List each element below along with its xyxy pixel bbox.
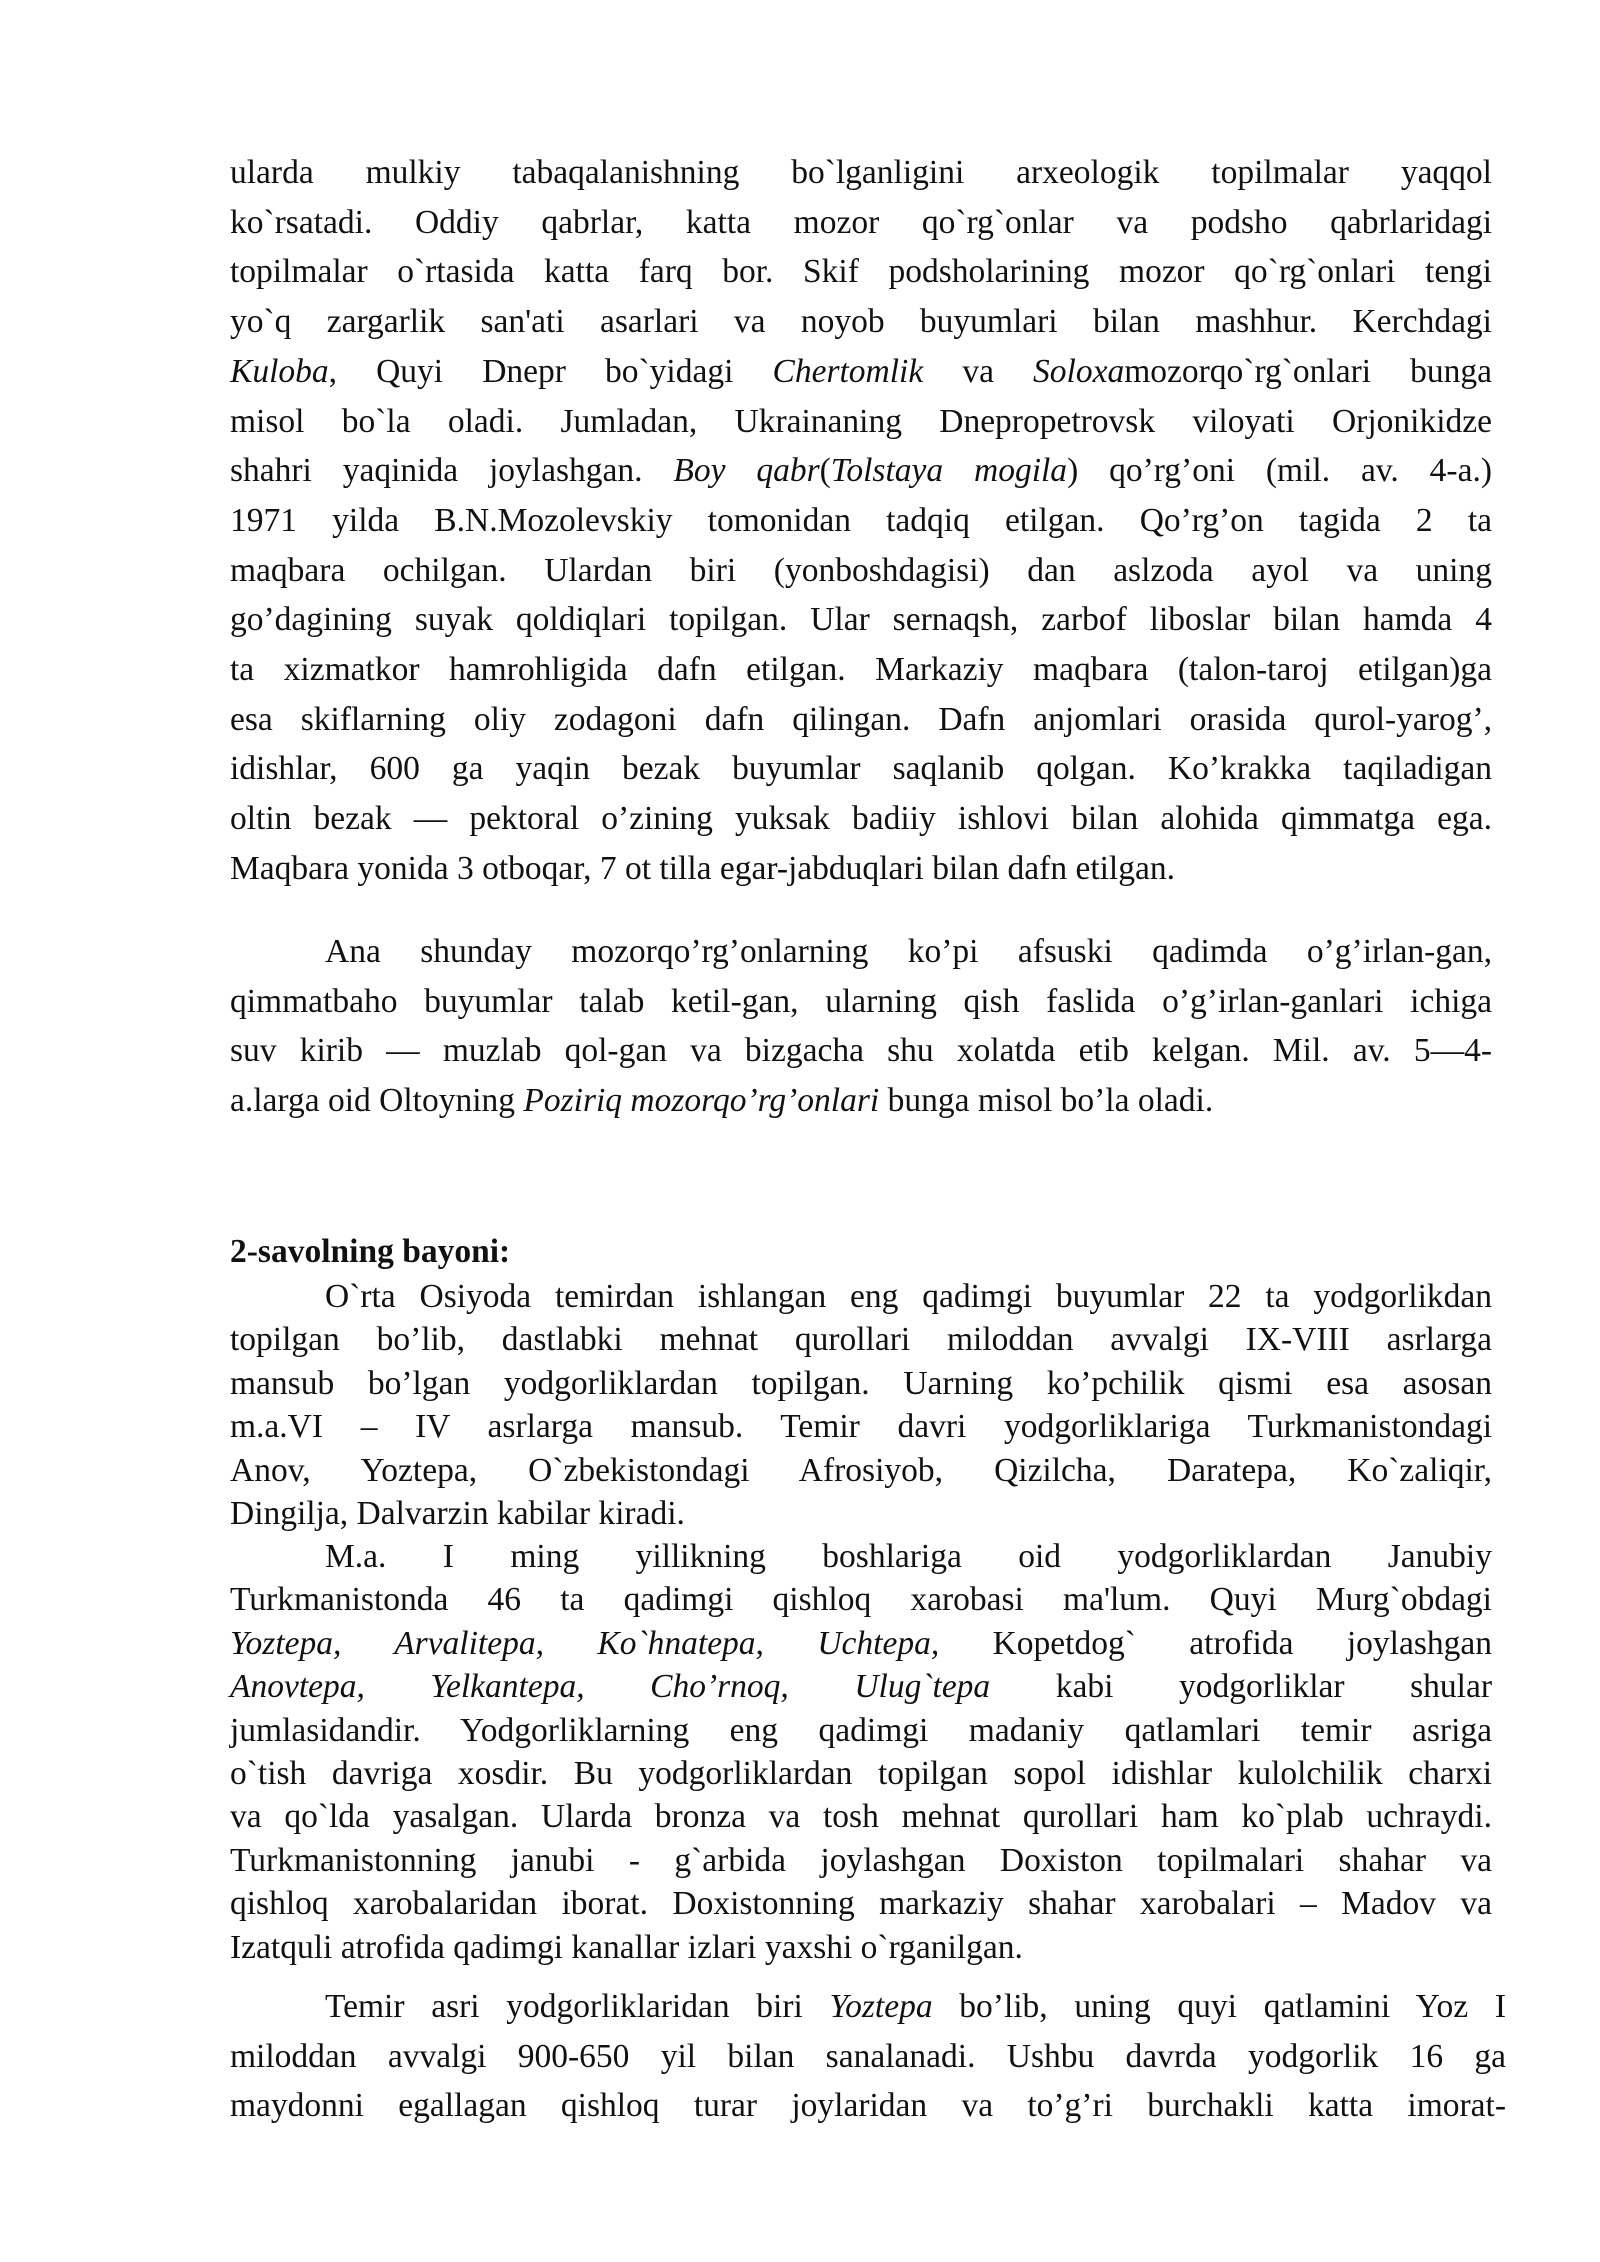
site-name: Chertomlik [772, 352, 924, 390]
text-line: Izatquli atrofida qadimgi kanallar izlari yaxshi o`rganilgan. [230, 1928, 1023, 1966]
text-line: Turkmanistonda 46 ta qadimgi qishloq xarobasi ma'lum. Quyi Murg`obdagi [230, 1581, 1492, 1619]
text-line [230, 1076, 1492, 1126]
text-line: ko`rsatadi. Oddiy qabrlar, katta mozor qo`rg`onlar va podsho qabrlaridagi [230, 203, 1492, 241]
text-line: miloddan avvalgi 900-650 yil bilan sanalanadi. Ushbu davrda yodgorlik 16 ga [230, 2037, 1506, 2075]
text-run: kabi yodgorliklar shular [990, 1668, 1492, 1706]
site-name: Boy qabr [673, 452, 820, 490]
site-name: Yoztepa, Arvalitepa, Ko`hnatepa, Uchtepa, [230, 1624, 940, 1662]
text-line: ularda mulkiy tabaqalanishning bo`lganligini arxeologik topilmalar yaqqol [230, 154, 1492, 191]
text-line: Dingilja, Dalvarzin kabilar kiradi. [230, 1495, 685, 1533]
site-name: Kuloba [230, 352, 329, 390]
text-line [230, 1665, 1492, 1708]
text-line: Maqbara yonida 3 otboqar, 7 ot tilla egar-jabduqlari bilan dafn etilgan. [230, 849, 1175, 887]
text-run: ( [819, 452, 831, 490]
site-name: Soloxa [1033, 352, 1125, 390]
text-run: bo’lib, uning quyi qatlamini Yoz I [932, 1988, 1507, 2025]
text-line: misol bo`la oladi. Jumladan, Ukrainaning Dnepropetrovsk viloyati Orjonikidze [230, 402, 1492, 440]
text-line: O`rta Osiyoda temirdan ishlangan eng qadimgi buyumlar 22 ta yodgorlikdan [325, 1278, 1492, 1315]
text-line [230, 1982, 1506, 2032]
site-name: Poziriq mozorqo’rg’onlari [523, 1082, 880, 1120]
text-line: va qo`lda yasalgan. Ularda bronza va tosh mehnat qurollari ham ko`plab uchraydi. [230, 1798, 1492, 1836]
text-line: maydonni egallagan qishloq turar joylaridan va to’g’ri burchakli katta imorat- [230, 2087, 1506, 2124]
paragraph-looted-kurgans [230, 927, 1492, 1126]
text-line: jumlasidandir. Yodgorliklarning eng qadimgi madaniy qatlamlari temir asriga [230, 1711, 1492, 1749]
text-line [230, 347, 1492, 397]
text-line: topilmalar o`rtasida katta farq bor. Skif podsholarining mozor qo`rg`onlari tengi [230, 253, 1492, 291]
site-name: Yoztepa [829, 1988, 933, 2025]
text-line: Anov, Yoztepa, O`zbekistondagi Afrosiyob, Qizilcha, Daratepa, Ko`zaliqir, [230, 1451, 1492, 1489]
text-line: go’dagining suyak qoldiqlari topilgan. Ular sernaqsh, zarbof liboslar bilan hamda 4 [230, 601, 1492, 639]
text-run: a.larga oid Oltoyning [230, 1082, 524, 1120]
text-line [230, 446, 1492, 496]
text-run: bunga misol bo’la oladi. [879, 1082, 1214, 1120]
paragraph-yoztepa [230, 1982, 1506, 2131]
text-run: Kopetdog` atrofida joylashgan [939, 1624, 1492, 1662]
paragraph-kurgans [230, 148, 1492, 894]
text-line: idishlar, 600 ga yaqin bezak buyumlar saqlanib qolgan. Ko’krakka taqiladigan [230, 750, 1492, 788]
section-heading: 2-savolning bayoni: [230, 1233, 511, 1270]
text-line: Ana shunday mozorqo’rg’onlarning ko’pi afsuski qadimda o’g’irlan-gan, [325, 933, 1492, 970]
text-line: mansub bo’lgan yodgorliklardan topilgan. Uarning ko’pchilik qismi esa asosan [230, 1364, 1492, 1402]
text-line [230, 1622, 1492, 1665]
paragraph-turkmenistan-sites [230, 1535, 1492, 1969]
site-name: Tolstaya mogila [830, 452, 1068, 490]
text-run: , Quyi Dnepr bo`yidagi [328, 352, 773, 390]
text-run: Temir asri yodgorliklaridan biri [325, 1988, 830, 2025]
text-line: ta xizmatkor hamrohligida dafn etilgan. Markaziy maqbara (talon-taroj etilgan)ga [230, 651, 1492, 689]
text-line: M.a. I ming yillikning boshlariga oid yodgorliklardan Janubiy [325, 1538, 1492, 1575]
text-line: topilgan bo’lib, dastlabki mehnat qurollari miloddan avvalgi IX-VIII asrlarga [230, 1321, 1492, 1359]
text-line: Turkmanistonning janubi - g`arbida joylashgan Doxiston topilmalari shahar va [230, 1841, 1492, 1879]
text-line: esa skiflarning oliy zodagoni dafn qilingan. Dafn anjomlari orasida qurol-yarog’, [230, 700, 1492, 738]
text-line: qishloq xarobalaridan iborat. Doxistonning markaziy shahar xarobalari – Madov va [230, 1885, 1492, 1923]
text-line: yo`q zargarlik san'ati asarlari va noyob buyumlari bilan mashhur. Kerchdagi [230, 303, 1492, 341]
text-line: suv kirib — muzlab qol-gan va bizgacha shu xolatda etib kelgan. Mil. av. 5—4- [230, 1032, 1492, 1070]
paragraph-iron-artifacts [230, 1275, 1492, 1535]
site-name: Anovtepa, Yelkantepa, Cho’rnoq, Ulug`tepa [230, 1668, 991, 1706]
text-line: qimmatbaho buyumlar talab ketil-gan, ularning qish faslida o’g’irlan-ganlari ichiga [230, 982, 1492, 1020]
text-line: oltin bezak — pektoral o’zining yuksak badiiy ishlovi bilan alohida qimmatga ega. [230, 800, 1492, 838]
text-line: maqbara ochilgan. Ulardan biri (yonboshdagisi) dan aslzoda ayol va uning [230, 551, 1492, 589]
text-line: m.a.VI – IV asrlarga mansub. Temir davri yodgorliklariga Turkmanistondagi [230, 1408, 1492, 1446]
text-run: va [923, 352, 1034, 390]
text-line: 1971 yilda B.N.Mozolevskiy tomonidan tadqiq etilgan. Qo’rg’on tagida 2 ta [230, 501, 1492, 539]
text-run: ) qo’rg’oni (mil. av. 4-a.) [1067, 452, 1492, 490]
text-run: mozorqo`rg`onlari bunga [1124, 352, 1493, 390]
text-line: o`tish davriga xosdir. Bu yodgorliklardan topilgan sopol idishlar kulolchilik charxi [230, 1755, 1492, 1793]
text-run: shahri yaqinida joylashgan. [230, 452, 674, 490]
